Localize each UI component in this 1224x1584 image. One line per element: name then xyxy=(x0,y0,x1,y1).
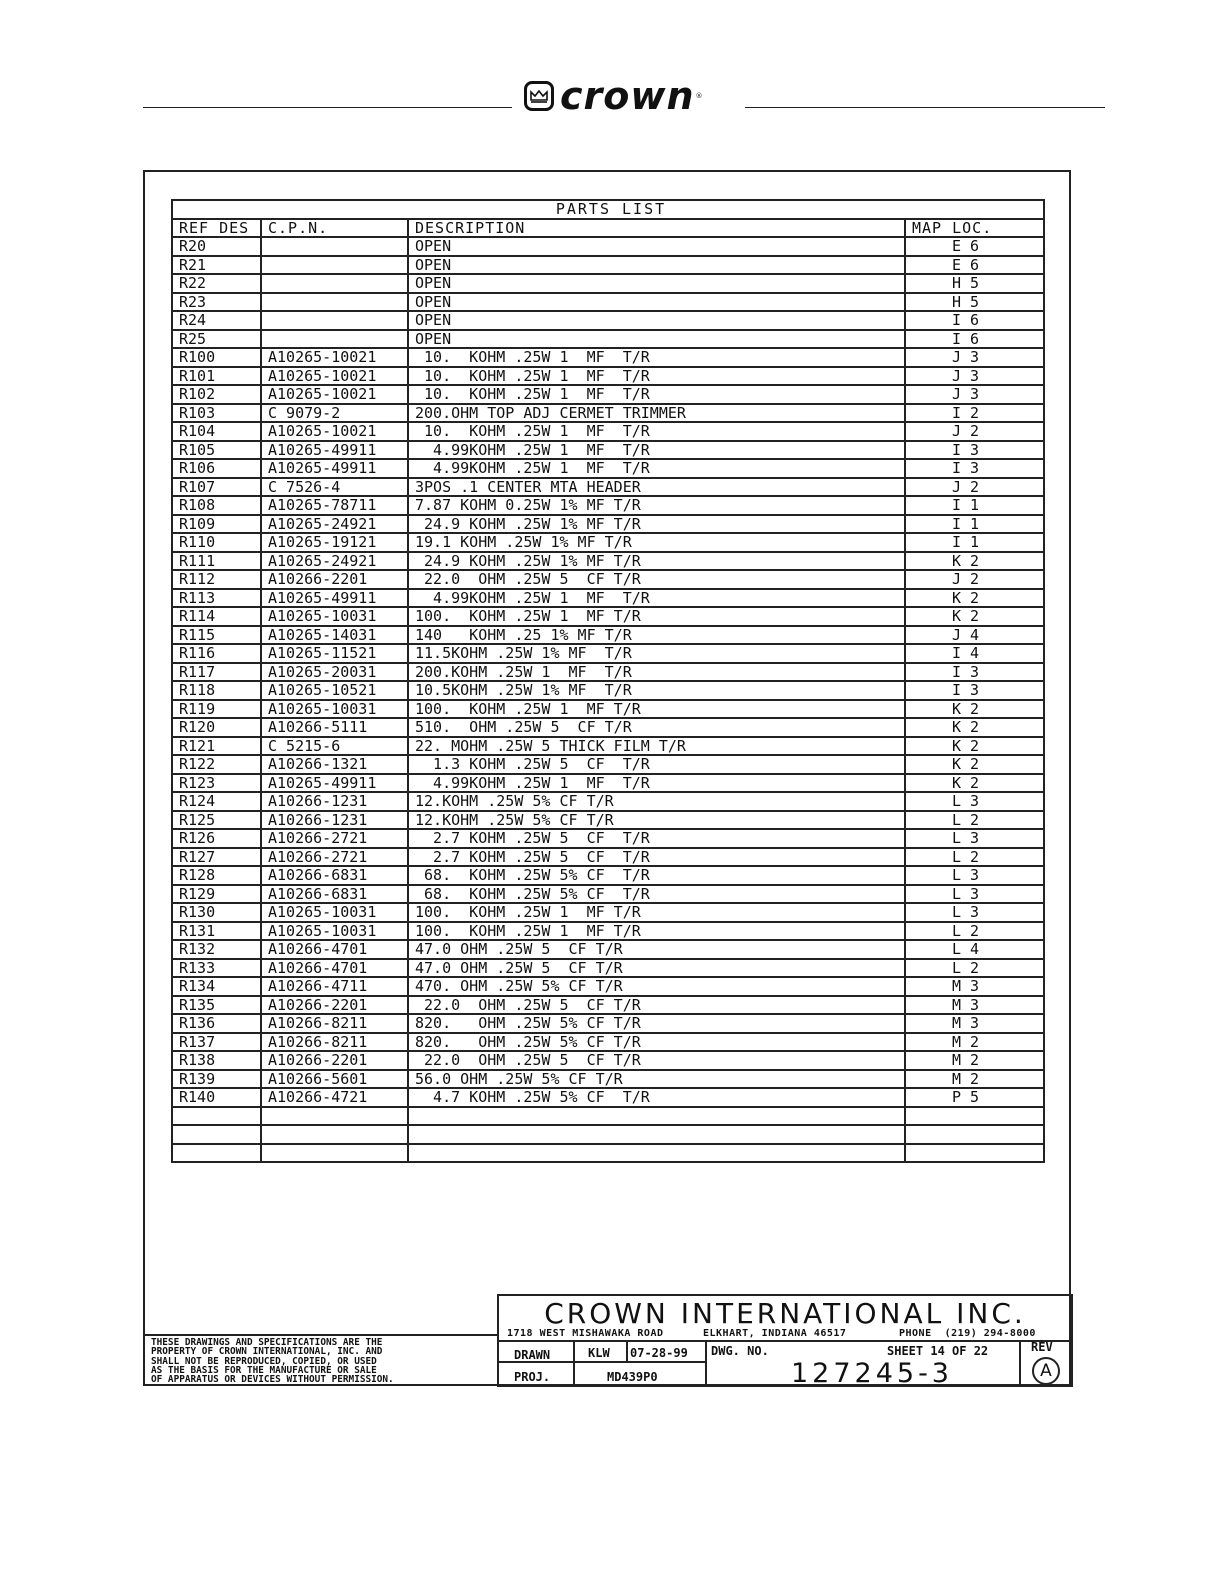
cpn-cell: A10265-10031 xyxy=(261,922,408,941)
table-row xyxy=(172,1070,1044,1089)
table-row xyxy=(172,755,1044,774)
map-loc-cell: L 3 xyxy=(905,866,1044,885)
cpn-cell xyxy=(261,293,408,312)
table-row xyxy=(172,959,1044,978)
map-loc-cell xyxy=(905,1144,1044,1163)
table-row xyxy=(172,1014,1044,1033)
proprietary-notice: THESE DRAWINGS AND SPECIFICATIONS ARE THE PROPERTY OF CROWN INTERNATIONAL, INC. AND SHALL NOT BE REPRODUCED, COPIED, OR USED AS THE BASIS FOR THE MANUFACTURE OR SALE OF APPARATUS OR DEVICES WITHOUT PERMISSION. xyxy=(151,1337,394,1386)
ref-des-cell: R110 xyxy=(172,533,261,552)
title-block xyxy=(497,1294,1073,1387)
ref-des-cell: R126 xyxy=(172,829,261,848)
ref-des-cell: R118 xyxy=(172,681,261,700)
dwg-no-label: DWG. NO. xyxy=(711,1344,769,1358)
cpn-cell: A10265-10021 xyxy=(261,348,408,367)
description-cell xyxy=(408,1144,905,1163)
title-block-vline xyxy=(1019,1340,1021,1387)
table-row xyxy=(172,348,1044,367)
cpn-cell xyxy=(261,311,408,330)
table-row xyxy=(172,866,1044,885)
drawing-number: 127245-3 xyxy=(791,1358,953,1389)
description-cell: 47.0 OHM .25W 5 CF T/R xyxy=(408,940,905,959)
map-loc-cell: K 2 xyxy=(905,607,1044,626)
cpn-cell xyxy=(261,1144,408,1163)
table-row xyxy=(172,441,1044,460)
map-loc-cell: J 3 xyxy=(905,367,1044,386)
cpn-cell: A10266-2201 xyxy=(261,570,408,589)
ref-des-cell: R138 xyxy=(172,1051,261,1070)
map-loc-cell: J 3 xyxy=(905,385,1044,404)
description-cell: 200.OHM TOP ADJ CERMET TRIMMER xyxy=(408,404,905,423)
description-cell: 22.0 OHM .25W 5 CF T/R xyxy=(408,570,905,589)
description-cell: 2.7 KOHM .25W 5 CF T/R xyxy=(408,829,905,848)
revision-letter: A xyxy=(1032,1357,1060,1385)
table-row xyxy=(172,274,1044,293)
cpn-cell: A10265-19121 xyxy=(261,533,408,552)
ref-des-cell: R21 xyxy=(172,256,261,275)
table-row xyxy=(172,681,1044,700)
cpn-cell xyxy=(261,1125,408,1144)
description-cell: 11.5KOHM .25W 1% MF T/R xyxy=(408,644,905,663)
table-row xyxy=(172,552,1044,571)
table-row xyxy=(172,922,1044,941)
description-cell: OPEN xyxy=(408,274,905,293)
ref-des-cell: R119 xyxy=(172,700,261,719)
map-loc-cell: L 2 xyxy=(905,848,1044,867)
table-row xyxy=(172,459,1044,478)
map-loc-cell: E 6 xyxy=(905,256,1044,275)
ref-des-cell: R23 xyxy=(172,293,261,312)
table-row xyxy=(172,404,1044,423)
company-address-line xyxy=(507,1328,1067,1339)
phone: PHONE (219) 294-8000 xyxy=(899,1328,1036,1339)
cpn-cell: A10266-1231 xyxy=(261,811,408,830)
ref-des-cell: R112 xyxy=(172,570,261,589)
map-loc-cell: L 2 xyxy=(905,811,1044,830)
company-name: CROWN INTERNATIONAL INC. xyxy=(544,1297,1026,1330)
col-header-description: DESCRIPTION xyxy=(408,219,905,238)
ref-des-cell: R107 xyxy=(172,478,261,497)
description-cell: 47.0 OHM .25W 5 CF T/R xyxy=(408,959,905,978)
cpn-cell: A10265-49911 xyxy=(261,459,408,478)
crown-logo xyxy=(524,74,703,118)
map-loc-cell: I 1 xyxy=(905,515,1044,534)
cpn-cell: A10265-10021 xyxy=(261,367,408,386)
map-loc-cell: I 3 xyxy=(905,681,1044,700)
table-row xyxy=(172,311,1044,330)
map-loc-cell: I 3 xyxy=(905,441,1044,460)
ref-des-cell: R114 xyxy=(172,607,261,626)
map-loc-cell: I 4 xyxy=(905,644,1044,663)
map-loc-cell: L 2 xyxy=(905,922,1044,941)
map-loc-cell: I 3 xyxy=(905,459,1044,478)
ref-des-cell: R24 xyxy=(172,311,261,330)
cpn-cell: A10265-14031 xyxy=(261,626,408,645)
table-row xyxy=(172,977,1044,996)
ref-des-cell: R100 xyxy=(172,348,261,367)
ref-des-cell: R137 xyxy=(172,1033,261,1052)
description-cell: 4.99KOHM .25W 1 MF T/R xyxy=(408,459,905,478)
cpn-cell: A10265-10031 xyxy=(261,607,408,626)
table-row xyxy=(172,533,1044,552)
ref-des-cell: R139 xyxy=(172,1070,261,1089)
title-block-vline xyxy=(573,1340,575,1387)
description-cell: 100. KOHM .25W 1 MF T/R xyxy=(408,922,905,941)
map-loc-cell: L 3 xyxy=(905,829,1044,848)
table-row xyxy=(172,1107,1044,1126)
description-cell: OPEN xyxy=(408,293,905,312)
table-row xyxy=(172,663,1044,682)
table-row xyxy=(172,848,1044,867)
map-loc-cell: L 3 xyxy=(905,792,1044,811)
parts-list-table xyxy=(171,199,1045,1163)
map-loc-cell: K 2 xyxy=(905,737,1044,756)
description-cell: 2.7 KOHM .25W 5 CF T/R xyxy=(408,848,905,867)
project-number: MD439P0 xyxy=(607,1370,658,1384)
map-loc-cell: I 2 xyxy=(905,404,1044,423)
cpn-cell: A10266-6831 xyxy=(261,866,408,885)
map-loc-cell xyxy=(905,1107,1044,1126)
table-row xyxy=(172,700,1044,719)
map-loc-cell: K 2 xyxy=(905,589,1044,608)
cpn-cell: A10265-10521 xyxy=(261,681,408,700)
ref-des-cell: R115 xyxy=(172,626,261,645)
map-loc-cell: K 2 xyxy=(905,774,1044,793)
cpn-cell: A10265-49911 xyxy=(261,774,408,793)
table-row xyxy=(172,885,1044,904)
description-cell: 4.99KOHM .25W 1 MF T/R xyxy=(408,589,905,608)
col-header-ref-des: REF DES xyxy=(172,219,261,238)
description-cell: 100. KOHM .25W 1 MF T/R xyxy=(408,903,905,922)
map-loc-cell: L 3 xyxy=(905,885,1044,904)
drawn-label: DRAWN xyxy=(514,1348,551,1362)
map-loc-cell: H 5 xyxy=(905,274,1044,293)
description-cell: OPEN xyxy=(408,237,905,256)
table-row xyxy=(172,718,1044,737)
table-row xyxy=(172,1088,1044,1107)
map-loc-cell: J 2 xyxy=(905,422,1044,441)
table-row xyxy=(172,1144,1044,1163)
map-loc-cell: P 5 xyxy=(905,1088,1044,1107)
cpn-cell: A10266-2201 xyxy=(261,996,408,1015)
description-cell: 10.5KOHM .25W 1% MF T/R xyxy=(408,681,905,700)
description-cell: 22. MOHM .25W 5 THICK FILM T/R xyxy=(408,737,905,756)
table-row xyxy=(172,589,1044,608)
table-row xyxy=(172,607,1044,626)
ref-des-cell: R113 xyxy=(172,589,261,608)
drawn-by: KLW xyxy=(588,1346,610,1360)
cpn-cell xyxy=(261,330,408,349)
map-loc-cell: I 6 xyxy=(905,330,1044,349)
crown-emblem-icon xyxy=(524,81,554,111)
ref-des-cell: R106 xyxy=(172,459,261,478)
ref-des-cell: R116 xyxy=(172,644,261,663)
ref-des-cell: R103 xyxy=(172,404,261,423)
table-row xyxy=(172,422,1044,441)
cpn-cell: A10266-1231 xyxy=(261,792,408,811)
header-rule-left xyxy=(143,107,512,108)
ref-des-cell: R123 xyxy=(172,774,261,793)
ref-des-cell: R102 xyxy=(172,385,261,404)
cpn-cell: A10266-2201 xyxy=(261,1051,408,1070)
ref-des-cell: R121 xyxy=(172,737,261,756)
cpn-cell: A10266-4721 xyxy=(261,1088,408,1107)
description-cell: OPEN xyxy=(408,311,905,330)
proj-label: PROJ. xyxy=(514,1370,551,1384)
description-cell: 4.99KOHM .25W 1 MF T/R xyxy=(408,774,905,793)
cpn-cell: A10265-24921 xyxy=(261,515,408,534)
cpn-cell: C 7526-4 xyxy=(261,478,408,497)
description-cell: 1.3 KOHM .25W 5 CF T/R xyxy=(408,755,905,774)
cpn-cell: C 5215-6 xyxy=(261,737,408,756)
table-row xyxy=(172,1033,1044,1052)
ref-des-cell: R140 xyxy=(172,1088,261,1107)
description-cell: 7.87 KOHM 0.25W 1% MF T/R xyxy=(408,496,905,515)
ref-des-cell: R134 xyxy=(172,977,261,996)
map-loc-cell: H 5 xyxy=(905,293,1044,312)
ref-des-cell: R129 xyxy=(172,885,261,904)
notice-rule xyxy=(145,1334,497,1336)
cpn-cell: A10265-49911 xyxy=(261,589,408,608)
description-cell: 12.KOHM .25W 5% CF T/R xyxy=(408,792,905,811)
table-row xyxy=(172,237,1044,256)
description-cell: 470. OHM .25W 5% CF T/R xyxy=(408,977,905,996)
description-cell xyxy=(408,1107,905,1126)
cpn-cell: A10266-6831 xyxy=(261,885,408,904)
table-row xyxy=(172,1051,1044,1070)
cpn-cell: A10266-2721 xyxy=(261,848,408,867)
description-cell: 10. KOHM .25W 1 MF T/R xyxy=(408,348,905,367)
map-loc-cell: K 2 xyxy=(905,755,1044,774)
cpn-cell: A10265-78711 xyxy=(261,496,408,515)
cpn-cell: A10265-11521 xyxy=(261,644,408,663)
description-cell: OPEN xyxy=(408,256,905,275)
map-loc-cell xyxy=(905,1125,1044,1144)
map-loc-cell: K 2 xyxy=(905,552,1044,571)
description-cell: 12.KOHM .25W 5% CF T/R xyxy=(408,811,905,830)
map-loc-cell: K 2 xyxy=(905,718,1044,737)
table-row xyxy=(172,256,1044,275)
ref-des-cell: R122 xyxy=(172,755,261,774)
table-row xyxy=(172,811,1044,830)
parts-list-body xyxy=(172,237,1044,1162)
ref-des-cell: R124 xyxy=(172,792,261,811)
title-block-vline xyxy=(626,1340,628,1361)
description-cell xyxy=(408,1125,905,1144)
cpn-cell: A10266-8211 xyxy=(261,1014,408,1033)
description-cell: 24.9 KOHM .25W 1% MF T/R xyxy=(408,552,905,571)
title-block-divider xyxy=(499,1340,1071,1342)
rev-label: REV xyxy=(1031,1340,1053,1354)
ref-des-cell: R111 xyxy=(172,552,261,571)
ref-des-cell xyxy=(172,1125,261,1144)
cpn-cell: A10266-4711 xyxy=(261,977,408,996)
table-row xyxy=(172,996,1044,1015)
ref-des-cell: R130 xyxy=(172,903,261,922)
cpn-cell xyxy=(261,1107,408,1126)
map-loc-cell: L 3 xyxy=(905,903,1044,922)
ref-des-cell: R136 xyxy=(172,1014,261,1033)
ref-des-cell xyxy=(172,1107,261,1126)
map-loc-cell: E 6 xyxy=(905,237,1044,256)
cpn-cell: A10266-2721 xyxy=(261,829,408,848)
cpn-cell: A10266-4701 xyxy=(261,959,408,978)
map-loc-cell: I 1 xyxy=(905,496,1044,515)
ref-des-cell: R125 xyxy=(172,811,261,830)
city: ELKHART, INDIANA 46517 xyxy=(703,1328,847,1339)
cpn-cell: A10265-10031 xyxy=(261,903,408,922)
map-loc-cell: L 2 xyxy=(905,959,1044,978)
description-cell: 10. KOHM .25W 1 MF T/R xyxy=(408,385,905,404)
cpn-cell: C 9079-2 xyxy=(261,404,408,423)
table-row xyxy=(172,940,1044,959)
cpn-cell xyxy=(261,274,408,293)
description-cell: 4.7 KOHM .25W 5% CF T/R xyxy=(408,1088,905,1107)
map-loc-cell: L 4 xyxy=(905,940,1044,959)
cpn-cell: A10266-8211 xyxy=(261,1033,408,1052)
description-cell: 22.0 OHM .25W 5 CF T/R xyxy=(408,1051,905,1070)
description-cell: 200.KOHM .25W 1 MF T/R xyxy=(408,663,905,682)
map-loc-cell: M 2 xyxy=(905,1033,1044,1052)
table-row xyxy=(172,293,1044,312)
cpn-cell: A10265-49911 xyxy=(261,441,408,460)
description-cell: 100. KOHM .25W 1 MF T/R xyxy=(408,607,905,626)
sheet-number: SHEET 14 OF 22 xyxy=(887,1344,989,1358)
drawn-date: 07-28-99 xyxy=(630,1346,688,1360)
table-row xyxy=(172,385,1044,404)
ref-des-cell: R25 xyxy=(172,330,261,349)
table-row xyxy=(172,737,1044,756)
description-cell: 510. OHM .25W 5 CF T/R xyxy=(408,718,905,737)
table-row xyxy=(172,626,1044,645)
table-row xyxy=(172,570,1044,589)
ref-des-cell: R105 xyxy=(172,441,261,460)
ref-des-cell: R101 xyxy=(172,367,261,386)
table-row xyxy=(172,792,1044,811)
ref-des-cell: R20 xyxy=(172,237,261,256)
ref-des-cell: R133 xyxy=(172,959,261,978)
map-loc-cell: M 2 xyxy=(905,1070,1044,1089)
ref-des-cell: R109 xyxy=(172,515,261,534)
map-loc-cell: M 3 xyxy=(905,977,1044,996)
description-cell: 100. KOHM .25W 1 MF T/R xyxy=(408,700,905,719)
cpn-cell: A10266-4701 xyxy=(261,940,408,959)
table-row xyxy=(172,644,1044,663)
ref-des-cell: R104 xyxy=(172,422,261,441)
parts-list-title: PARTS LIST xyxy=(172,200,1044,219)
description-cell: 820. OHM .25W 5% CF T/R xyxy=(408,1033,905,1052)
description-cell: 820. OHM .25W 5% CF T/R xyxy=(408,1014,905,1033)
map-loc-cell: I 3 xyxy=(905,663,1044,682)
map-loc-cell: J 2 xyxy=(905,570,1044,589)
ref-des-cell xyxy=(172,1144,261,1163)
map-loc-cell: M 2 xyxy=(905,1051,1044,1070)
map-loc-cell: M 3 xyxy=(905,1014,1044,1033)
ref-des-cell: R108 xyxy=(172,496,261,515)
table-row xyxy=(172,478,1044,497)
ref-des-cell: R127 xyxy=(172,848,261,867)
description-cell: 10. KOHM .25W 1 MF T/R xyxy=(408,367,905,386)
description-cell: OPEN xyxy=(408,330,905,349)
cpn-cell: A10265-10021 xyxy=(261,422,408,441)
description-cell: 4.99KOHM .25W 1 MF T/R xyxy=(408,441,905,460)
map-loc-cell: I 6 xyxy=(905,311,1044,330)
description-cell: 140 KOHM .25 1% MF T/R xyxy=(408,626,905,645)
ref-des-cell: R128 xyxy=(172,866,261,885)
header-rule-right xyxy=(745,107,1105,108)
description-cell: 56.0 OHM .25W 5% CF T/R xyxy=(408,1070,905,1089)
map-loc-cell: K 2 xyxy=(905,700,1044,719)
map-loc-cell: J 2 xyxy=(905,478,1044,497)
address: 1718 WEST MISHAWAKA ROAD xyxy=(507,1328,664,1339)
table-row xyxy=(172,330,1044,349)
ref-des-cell: R132 xyxy=(172,940,261,959)
map-loc-cell: M 3 xyxy=(905,996,1044,1015)
cpn-cell: A10265-20031 xyxy=(261,663,408,682)
registered-mark: ® xyxy=(695,92,703,100)
cpn-cell xyxy=(261,237,408,256)
cpn-cell: A10266-5111 xyxy=(261,718,408,737)
map-loc-cell: I 1 xyxy=(905,533,1044,552)
col-header-map-loc: MAP LOC. xyxy=(905,219,1044,238)
cpn-cell: A10266-1321 xyxy=(261,755,408,774)
cpn-cell: A10265-10031 xyxy=(261,700,408,719)
description-cell: 3POS .1 CENTER MTA HEADER xyxy=(408,478,905,497)
map-loc-cell: J 4 xyxy=(905,626,1044,645)
description-cell: 22.0 OHM .25W 5 CF T/R xyxy=(408,996,905,1015)
cpn-cell: A10266-5601 xyxy=(261,1070,408,1089)
col-header-cpn: C.P.N. xyxy=(261,219,408,238)
logo-wordmark: crown xyxy=(560,74,695,118)
cpn-cell: A10265-10021 xyxy=(261,385,408,404)
table-row xyxy=(172,774,1044,793)
table-row xyxy=(172,1125,1044,1144)
table-row xyxy=(172,515,1044,534)
table-row xyxy=(172,829,1044,848)
description-cell: 68. KOHM .25W 5% CF T/R xyxy=(408,866,905,885)
table-row xyxy=(172,496,1044,515)
table-row xyxy=(172,903,1044,922)
title-block-vline xyxy=(705,1340,707,1387)
description-cell: 68. KOHM .25W 5% CF T/R xyxy=(408,885,905,904)
ref-des-cell: R22 xyxy=(172,274,261,293)
ref-des-cell: R135 xyxy=(172,996,261,1015)
description-cell: 24.9 KOHM .25W 1% MF T/R xyxy=(408,515,905,534)
cpn-cell xyxy=(261,256,408,275)
ref-des-cell: R117 xyxy=(172,663,261,682)
table-row xyxy=(172,367,1044,386)
cpn-cell: A10265-24921 xyxy=(261,552,408,571)
map-loc-cell: J 3 xyxy=(905,348,1044,367)
description-cell: 10. KOHM .25W 1 MF T/R xyxy=(408,422,905,441)
description-cell: 19.1 KOHM .25W 1% MF T/R xyxy=(408,533,905,552)
ref-des-cell: R131 xyxy=(172,922,261,941)
ref-des-cell: R120 xyxy=(172,718,261,737)
